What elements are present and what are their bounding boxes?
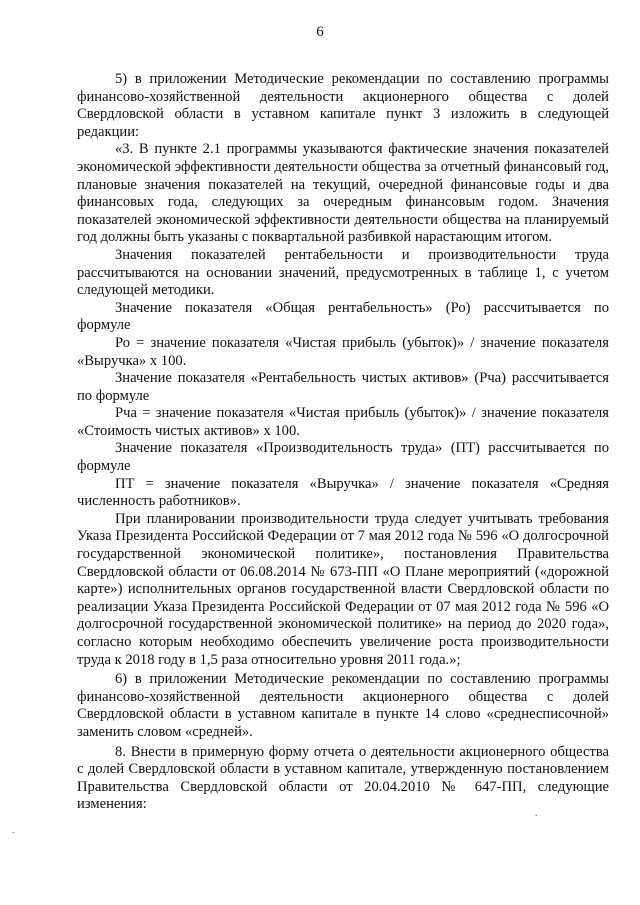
scan-artifact-mark: . [12,825,15,836]
paragraph-item-8: 8. Внести в примерную форму отчета о деятельности акционерного общества с долей Свердловской области в уставном капитале, утвержденную постановлением Правительства Свердловской области от 20.04.2010 № 647-ПП, следующие изменения: [77,743,609,813]
paragraph-item-3-intro: «3. В пункте 2.1 программы указываются фактические значения показателей экономической эффективности деятельности общества за отчетный финансовый год, плановые значения показателей на текущий, очередной финансовые годы и два финансовых года, следующих за очередным финансовым годом. Значения показателей экономической эффективности деятельности общества на планируемый год должны быть указаны с поквартальной разбивкой нарастающим итогом. [77,141,609,246]
paragraph-item-5: 5) в приложении Методические рекомендации по составлению программы финансово-хозяйственной деятельности акционерного общества с долей Свердловской области в уставном капитале пункт 3 изложить в следующей редакции: [77,71,609,140]
document-body [77,71,609,814]
paragraph-item-6: 6) в приложении Методические рекомендации по составлению программы финансово-хозяйственной деятельности акционерного общества с долей Свердловской области в уставном капитале в пункте 14 слово «среднесписочной» заменить словом «средней». [77,671,609,740]
paragraph-pt-formula: ПТ = значение показателя «Выручка» / значение показателя «Средняя численность работников». [77,475,609,510]
scan-artifact-mark: . [535,808,538,819]
paragraph-pt-definition: Значение показателя «Производительность труда» (ПТ) рассчитывается по формуле [77,440,609,475]
paragraph-profitability-values: Значения показателей рентабельности и производительности труда рассчитываются на основании значений, предусмотренных в таблице 1, с учетом следующей методики. [77,246,609,299]
paragraph-productivity-planning: При планировании производительности труда следует учитывать требования Указа Президента Российской Федерации от 7 мая 2012 года № 596 «О долгосрочной государственной экономической политике», постановления Правительства Свердловской области от 06.08.2014 № 673-ПП «О Плане мероприятий («дорожной карте») исполнительных органов государственной власти Свердловской области по реализации Указа Президента Российской Федерации от 07 мая 2012 года № 596 «О долгосрочной государственной экономической политике» на период до 2020 года», согласно которым необходимо обеспечить увеличение роста производительности труда к 2018 году в 1,5 раза относительно уровня 2011 года.»; [77,510,609,668]
page-number: 6 [316,24,324,40]
paragraph-ro-formula: Ро = значение показателя «Чистая прибыль (убыток)» / значение показателя «Выручка» х 100. [77,334,609,369]
paragraph-ro-definition: Значение показателя «Общая рентабельность» (Ро) рассчитывается по формуле [77,299,609,334]
paragraph-rcha-definition: Значение показателя «Рентабельность чистых активов» (Рча) рассчитывается по формуле [77,370,609,404]
paragraph-rcha-formula: Рча = значение показателя «Чистая прибыль (убыток)» / значение показателя «Стоимость чистых активов» х 100. [77,405,609,439]
